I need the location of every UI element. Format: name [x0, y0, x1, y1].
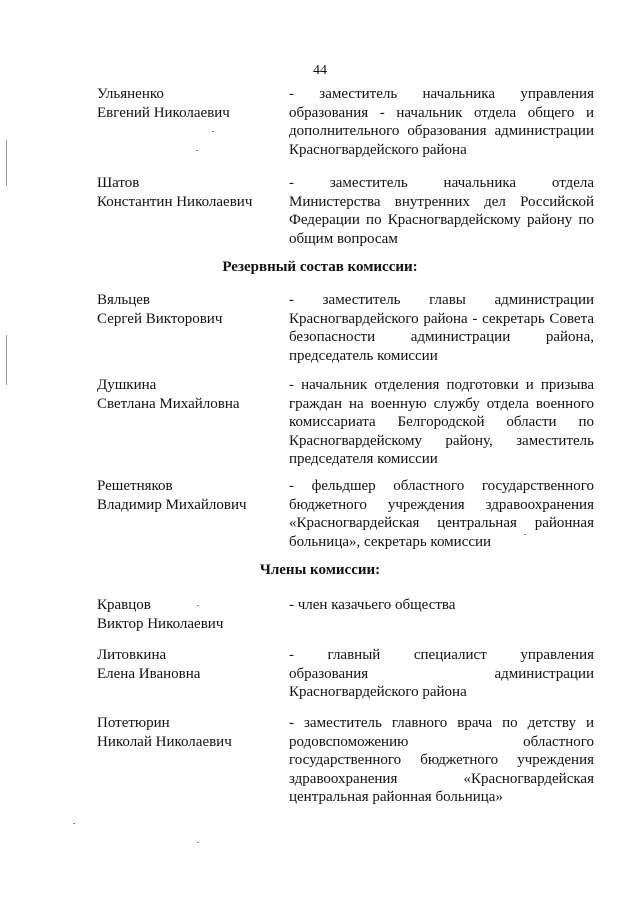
role-line: больница», секретарь комиссии: [289, 533, 492, 550]
role-line: - заместитель начальника управления: [289, 86, 594, 102]
role-line: родовспоможению областного: [289, 733, 594, 750]
member-name: [97, 714, 282, 751]
member-role: [289, 714, 594, 807]
member-surname: Шатов: [97, 175, 140, 191]
role-line: Красногвардейского района: [289, 141, 467, 158]
role-line: образования - начальник отдела общего и: [289, 104, 594, 121]
member-role: [289, 477, 594, 551]
member-surname: Литовкина: [97, 647, 167, 663]
member-name: [97, 376, 282, 413]
member-given-names: Константин Николаевич: [97, 193, 253, 210]
role-line: центральная районная больница»: [289, 789, 503, 805]
scan-edge-mark: [6, 140, 7, 186]
role-line: государственного бюджетного учреждения: [289, 752, 594, 768]
role-line: Красногвардейского района - секретарь Совета: [289, 310, 594, 327]
role-line: - начальник отделения подготовки и призыва: [289, 377, 594, 393]
member-name: [97, 596, 282, 633]
role-line: комиссариата Белгородской области по: [289, 414, 594, 430]
member-given-names: Светлана Михайловна: [97, 395, 240, 412]
role-line: граждан на военную службу отдела военного: [289, 395, 594, 412]
member-surname: Душкина: [97, 377, 157, 393]
member-surname: Решетняков: [97, 478, 173, 494]
member-given-names: Николай Николаевич: [97, 733, 232, 750]
role-line: здравоохранения «Красногвардейская: [289, 770, 594, 787]
role-line: Красногвардейского района: [289, 684, 467, 700]
role-line: бюджетного учреждения здравоохранения: [289, 496, 594, 513]
role-line: образования администрации: [289, 665, 594, 682]
member-role: [289, 376, 594, 469]
role-line: безопасности администрации района,: [289, 329, 594, 345]
scan-speck: [212, 131, 214, 132]
role-line: дополнительного образования администрации: [289, 123, 594, 139]
member-given-names: Сергей Викторович: [97, 310, 223, 327]
role-line: общим вопросам: [289, 230, 398, 247]
member-given-names: Елена Ивановна: [97, 665, 201, 682]
member-given-names: Виктор Николаевич: [97, 615, 224, 632]
role-line: - заместитель главы администрации: [289, 292, 594, 308]
role-line: - главный специалист управления: [289, 647, 594, 663]
member-role: [289, 291, 594, 365]
member-role: [289, 174, 594, 248]
member-given-names: Евгений Николаевич: [97, 104, 230, 121]
member-name: [97, 646, 282, 683]
scan-speck: [73, 823, 75, 824]
scan-edge-mark: [6, 335, 7, 385]
role-line: - заместитель главного врача по детству и: [289, 715, 594, 731]
member-given-names: Владимир Михайлович: [97, 496, 247, 513]
member-surname: Ульяненко: [97, 86, 164, 102]
role-line: - фельдшер областного государственного: [289, 478, 594, 494]
scan-speck: [196, 150, 198, 151]
page-number: 44: [313, 63, 327, 78]
role-line: председателя комиссии: [289, 451, 438, 467]
member-surname: Кравцов: [97, 597, 151, 613]
member-name: [97, 291, 282, 328]
role-line: Красногвардейскому району, заместитель: [289, 432, 594, 449]
role-line: Федерации по Красногвардейскому району по: [289, 212, 594, 228]
member-name: [97, 477, 282, 514]
member-name: [97, 174, 282, 211]
members-heading: Члены комиссии:: [259, 562, 381, 578]
reserve-heading: Резервный состав комиссии:: [222, 259, 418, 275]
member-surname: Потетюрин: [97, 715, 170, 731]
role-line: председатель комиссии: [289, 347, 438, 364]
role-line: - заместитель начальника отдела: [289, 175, 594, 191]
scan-speck: [524, 534, 526, 535]
member-surname: Вяльцев: [97, 292, 150, 308]
scan-speck: [197, 842, 199, 843]
member-role: [289, 85, 594, 159]
member-role: [289, 596, 594, 615]
role-line: «Красногвардейская центральная районная: [289, 515, 594, 531]
scan-speck: [197, 605, 199, 606]
role-line: Министерства внутренних дел Российской: [289, 193, 594, 210]
member-name: [97, 85, 282, 122]
role-line: - член казачьего общества: [289, 597, 456, 613]
member-role: [289, 646, 594, 702]
